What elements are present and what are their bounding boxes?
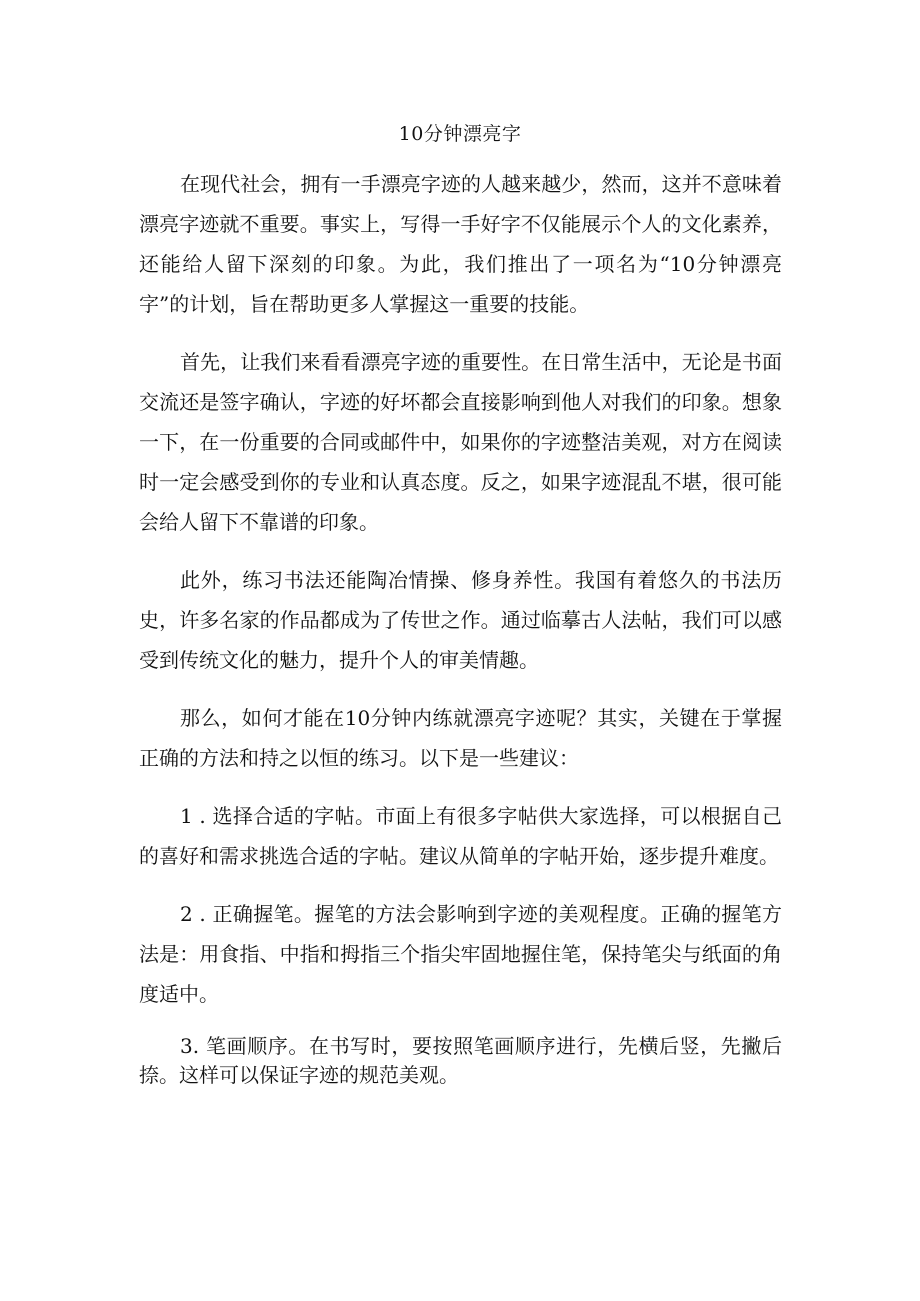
- list-item-pen-grip: 2 . 正确握笔。握笔的方法会影响到字迹的美观程度。正确的握笔方法是：用食指、中指和拇指三个指尖牢固地握住笔，保持笔尖与纸面的角度适中。: [139, 902, 782, 1006]
- document-body: [139, 164, 782, 1108]
- paragraph-method: 那么，如何才能在10分钟内练就漂亮字迹呢？其实，关键在于掌握正确的方法和持之以恒的练习。以下是一些建议：: [139, 706, 782, 770]
- paragraph-importance: 首先，让我们来看看漂亮字迹的重要性。在日常生活中，无论是书面交流还是签字确认，字迹的好坏都会直接影响到他人对我们的印象。想象一下，在一份重要的合同或邮件中，如果你的字迹整洁美观，对方在阅读时一定会感受到你的专业和认真态度。反之，如果字迹混乱不堪，很可能会给人留下不靠谱的印象。: [139, 350, 782, 534]
- paragraph-intro: 在现代社会，拥有一手漂亮字迹的人越来越少，然而，这并不意味着漂亮字迹就不重要。事实上，写得一手好字不仅能展示个人的文化素养，还能给人留下深刻的印象。为此，我们推出了一项名为“10分钟漂亮字”的计划，旨在帮助更多人掌握这一重要的技能。: [139, 172, 782, 316]
- paragraph-calligraphy: 此外，练习书法还能陶冶情操、修身养性。我国有着悠久的书法历史，许多名家的作品都成为了传世之作。通过临摹古人法帖，我们可以感受到传统文化的魅力，提升个人的审美情趣。: [139, 568, 782, 672]
- list-item-copybook: 1 . 选择合适的字帖。市面上有很多字帖供大家选择，可以根据自己的喜好和需求挑选合适的字帖。建议从简单的字帖开始，逐步提升难度。: [139, 804, 782, 868]
- document-title: 10分钟漂亮字: [398, 123, 522, 145]
- list-item-stroke-order: 3. 笔画顺序。在书写时，要按照笔画顺序进行，先横后竖，先撇后捺。这样可以保证字迹的规范美观。: [139, 1034, 782, 1087]
